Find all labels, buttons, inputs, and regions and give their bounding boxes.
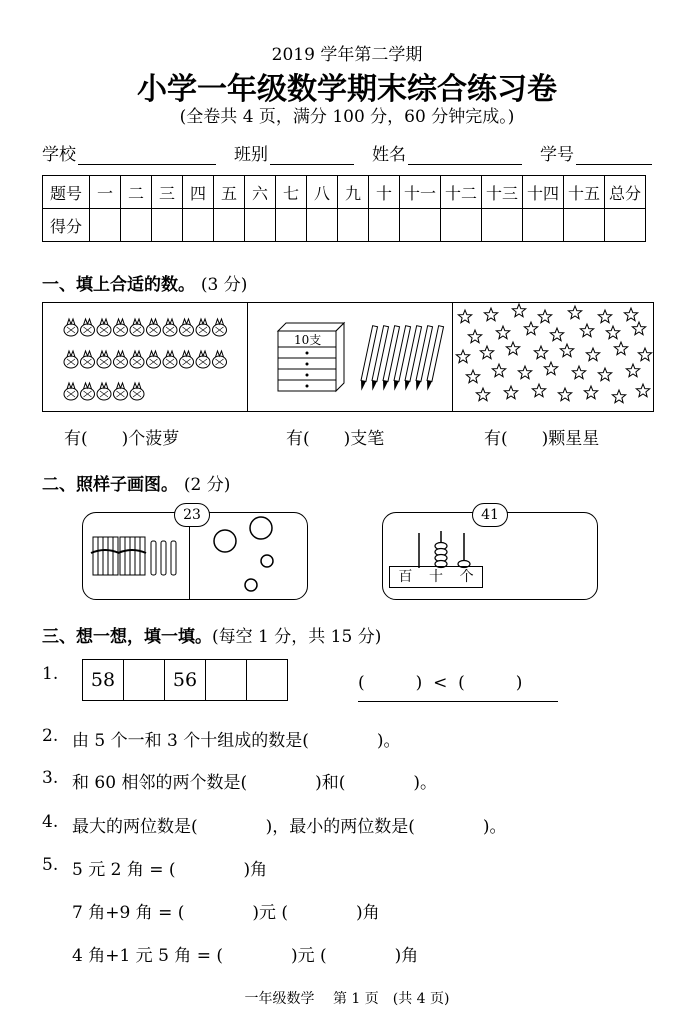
pineapple-icon (147, 351, 161, 368)
name-label: 姓名 (372, 145, 406, 165)
q3-number: 3. (42, 768, 59, 788)
abacus-number-tag: 41 (472, 503, 508, 527)
q2-number: 2. (42, 726, 59, 746)
star-icon (476, 388, 489, 401)
star-icon (584, 386, 597, 399)
star-icon (484, 308, 497, 321)
score-cell[interactable] (214, 209, 245, 242)
star-icon (558, 388, 571, 401)
star-icon (466, 370, 479, 383)
row-label: 题号 (43, 176, 90, 209)
stick-bundles-icon (83, 513, 189, 599)
section-1-points: (3 分) (200, 275, 248, 295)
col-header: 十三 (482, 176, 523, 209)
pineapple-icon (213, 319, 227, 336)
score-cell[interactable] (338, 209, 369, 242)
score-cell[interactable] (121, 209, 152, 242)
name-blank[interactable] (408, 146, 522, 165)
name-field (372, 140, 522, 165)
sequence-cell: 58 (83, 660, 124, 700)
star-icon (612, 390, 625, 403)
pineapple-answer[interactable]: 有( )个菠萝 (64, 429, 180, 449)
pineapple-icon (180, 351, 194, 368)
total-score-cell[interactable] (605, 209, 646, 242)
star-icon (550, 328, 563, 341)
q3-text[interactable]: 和 60 相邻的两个数是( )和( )。 (72, 773, 437, 793)
student-id-field (540, 140, 652, 165)
star-icon (606, 326, 619, 339)
q5-line-2[interactable]: 7 角+9 角 = ( )元 ( )角 (72, 903, 380, 923)
page-footer: 一年级数学 第 1 页 (共 4 页) (244, 991, 450, 1007)
star-icon (480, 346, 493, 359)
pineapple-icon (81, 351, 95, 368)
pineapple-icon (196, 319, 210, 336)
pineapple-icon (81, 319, 95, 336)
pineapple-icon (97, 351, 111, 368)
hundreds-label: 百 (398, 569, 413, 585)
q1-compare-blanks[interactable]: ( ) < ( ) (358, 668, 558, 702)
score-cell[interactable] (183, 209, 214, 242)
star-icon (568, 306, 581, 319)
pineapple-icon (180, 319, 194, 336)
score-cell[interactable] (523, 209, 564, 242)
q5-text[interactable]: 5 元 2 角 = ( )角 (72, 860, 268, 880)
star-icon (598, 368, 611, 381)
pineapple-icon (64, 383, 78, 400)
star-answer[interactable]: 有( )颗星星 (484, 429, 600, 449)
star-icon (586, 348, 599, 361)
class-blank[interactable] (270, 146, 354, 165)
score-cell[interactable] (90, 209, 121, 242)
sequence-cell: 56 (165, 660, 206, 700)
section-3-heading (42, 622, 381, 647)
pineapple-icon (114, 319, 128, 336)
student-info-row (42, 140, 652, 165)
q4-text[interactable]: 最大的两位数是( )，最小的两位数是( )。 (72, 817, 507, 837)
star-icons (453, 303, 653, 411)
star-icon (468, 330, 481, 343)
col-header: 十四 (523, 176, 564, 209)
section-1-heading (42, 270, 247, 295)
pineapple-icon (130, 383, 144, 400)
abacus-place-labels (389, 566, 483, 588)
example-number-tag: 23 (174, 503, 210, 527)
pineapple-icon (97, 383, 111, 400)
star-icon (636, 384, 649, 397)
col-header: 五 (214, 176, 245, 209)
row-label: 得分 (43, 209, 90, 242)
pineapple-icon (64, 351, 78, 368)
star-icon (626, 364, 639, 377)
star-icon (614, 342, 627, 355)
q1-number: 1. (42, 664, 59, 684)
col-header: 一 (90, 176, 121, 209)
star-icon (534, 346, 547, 359)
star-icon (458, 310, 471, 323)
page-title: 小学一年级数学期末综合练习卷 (137, 72, 557, 107)
class-label: 班别 (234, 145, 268, 165)
loose-pencils (359, 326, 444, 392)
section-3-points: (每空 1 分，共 15 分) (212, 627, 382, 647)
pineapple-icon (64, 319, 78, 336)
star-icon (544, 362, 557, 375)
pineapple-icon (163, 319, 177, 336)
col-header: 六 (245, 176, 276, 209)
stars-panel (453, 303, 653, 411)
tens-label: 十 (428, 569, 443, 585)
school-blank[interactable] (78, 146, 216, 165)
col-header: 二 (121, 176, 152, 209)
col-header: 三 (152, 176, 183, 209)
col-header: 十二 (441, 176, 482, 209)
star-icon (638, 348, 651, 361)
student-id-label: 学号 (540, 145, 574, 165)
section-2-title: 二、照样子画图。 (42, 475, 178, 495)
section-2-heading (42, 470, 230, 495)
score-cell[interactable] (152, 209, 183, 242)
q4-number: 4. (42, 812, 59, 832)
star-icon (492, 364, 505, 377)
pineapple-icon (213, 351, 227, 368)
school-field (42, 140, 216, 165)
score-cell[interactable] (564, 209, 605, 242)
score-cell[interactable] (441, 209, 482, 242)
sequence-cell-blank[interactable] (247, 660, 287, 700)
score-cell[interactable] (245, 209, 276, 242)
star-icon (512, 304, 525, 317)
q5-number: 5. (42, 855, 59, 875)
term-label: 2019 学年第二学期 (271, 45, 423, 65)
col-header: 四 (183, 176, 214, 209)
col-header: 十五 (564, 176, 605, 209)
example-circles (191, 513, 307, 599)
pineapple-icon (97, 319, 111, 336)
score-cell[interactable] (400, 209, 441, 242)
star-icon (456, 350, 469, 363)
col-header: 九 (338, 176, 369, 209)
col-header: 十一 (400, 176, 441, 209)
class-field (234, 140, 354, 165)
col-header: 七 (276, 176, 307, 209)
score-cell[interactable] (307, 209, 338, 242)
col-header: 十 (369, 176, 400, 209)
score-row (43, 209, 646, 242)
pencils-panel (248, 303, 453, 411)
q5-line-3[interactable]: 4 角+1 元 5 角 = ( )元 ( )角 (72, 946, 419, 966)
star-icon (504, 386, 517, 399)
star-icon (598, 310, 611, 323)
star-icon (518, 366, 531, 379)
star-icon (624, 308, 637, 321)
counting-pictures-box (42, 302, 654, 412)
pineapple-icons (43, 303, 247, 411)
question-number-row (43, 176, 646, 209)
star-icon (572, 366, 585, 379)
student-id-blank[interactable] (576, 146, 652, 165)
sequence-cell-blank[interactable] (124, 660, 165, 700)
star-icon (524, 322, 537, 335)
pineapple-icon (147, 319, 161, 336)
sequence-cell-blank[interactable] (206, 660, 247, 700)
pineapple-icon (81, 383, 95, 400)
pineapple-icon (130, 319, 144, 336)
section-1-title: 一、填上合适的数。 (42, 275, 195, 295)
star-icon (538, 310, 551, 323)
pineapple-icon (130, 351, 144, 368)
pencil-box-label: 10支 (294, 333, 322, 347)
star-icon (580, 324, 593, 337)
star-icon (560, 344, 573, 357)
page-subtitle: (全卷共 4 页，满分 100 分，60 分钟完成。) (179, 107, 515, 127)
pineapples-panel (43, 303, 248, 411)
number-sequence-boxes (82, 659, 288, 701)
pencil-answer[interactable]: 有( )支笔 (286, 429, 385, 449)
score-table (42, 175, 646, 242)
star-icon (532, 384, 545, 397)
star-icon (496, 326, 509, 339)
col-header: 八 (307, 176, 338, 209)
pineapple-icon (196, 351, 210, 368)
q2-text[interactable]: 由 5 个一和 3 个十组成的数是( )。 (72, 731, 401, 751)
score-cell[interactable] (369, 209, 400, 242)
pineapple-icon (114, 383, 128, 400)
ones-label: 个 (459, 569, 474, 585)
section-3-title: 三、想一想，填一填。 (42, 627, 212, 647)
school-label: 学校 (42, 145, 76, 165)
section-2-points: (2 分) (183, 475, 231, 495)
pencil-icons (248, 303, 452, 411)
score-cell[interactable] (482, 209, 523, 242)
star-icon (506, 342, 519, 355)
pineapple-icon (114, 351, 128, 368)
pineapple-icon (163, 351, 177, 368)
star-icon (632, 322, 645, 335)
score-cell[interactable] (276, 209, 307, 242)
col-header: 总分 (605, 176, 646, 209)
